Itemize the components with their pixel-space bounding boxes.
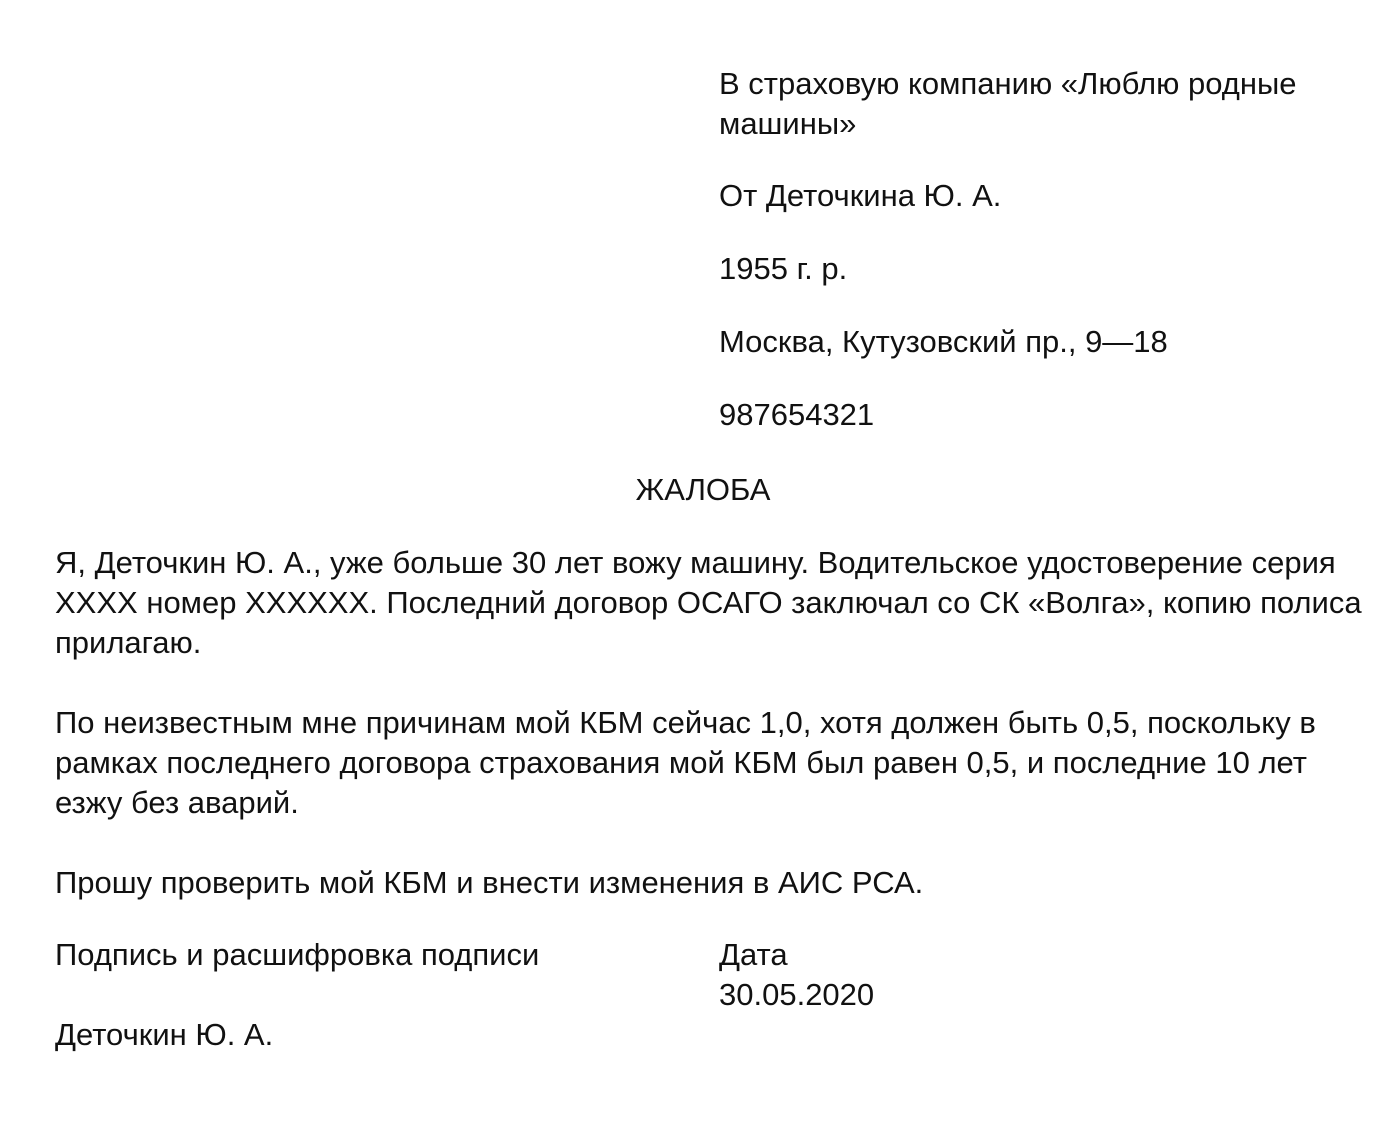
paragraph-driver-info: Я, Деточкин Ю. А., уже больше 30 лет вожу машину. Водительское удостоверение серия ХХХХ номер ХХХХХХ. Последний договор ОСАГО заключал со СК «Волга», копию полиса прилагаю. xyxy=(55,545,1362,660)
paragraph-request: Прошу проверить мой КБМ и внести изменения в АИС РСА. xyxy=(55,865,924,900)
signer-name: Деточкин Ю. А. xyxy=(55,1017,274,1052)
signature-label: Подпись и расшифровка подписи xyxy=(55,937,540,972)
paragraph-kbm-issue: По неизвестным мне причинам мой КБМ сейчас 1,0, хотя должен быть 0,5, поскольку в рамках последнего договора страхования мой КБМ был равен 0,5, и последние 10 лет езжу без аварий. xyxy=(55,705,1316,820)
document-title: ЖАЛОБА xyxy=(635,472,771,507)
sender-name: От Деточкина Ю. А. xyxy=(719,178,1002,213)
sender-address: Москва, Кутузовский пр., 9—18 xyxy=(719,324,1168,359)
date-block xyxy=(719,935,874,1015)
addressee-block xyxy=(719,64,1359,468)
recipient-company: В страховую компанию «Люблю родные машины» xyxy=(719,66,1297,141)
birth-year: 1955 г. р. xyxy=(719,251,848,286)
date-value: 30.05.2020 xyxy=(719,977,875,1012)
sender-phone: 987654321 xyxy=(719,397,875,432)
date-label: Дата xyxy=(719,937,788,972)
